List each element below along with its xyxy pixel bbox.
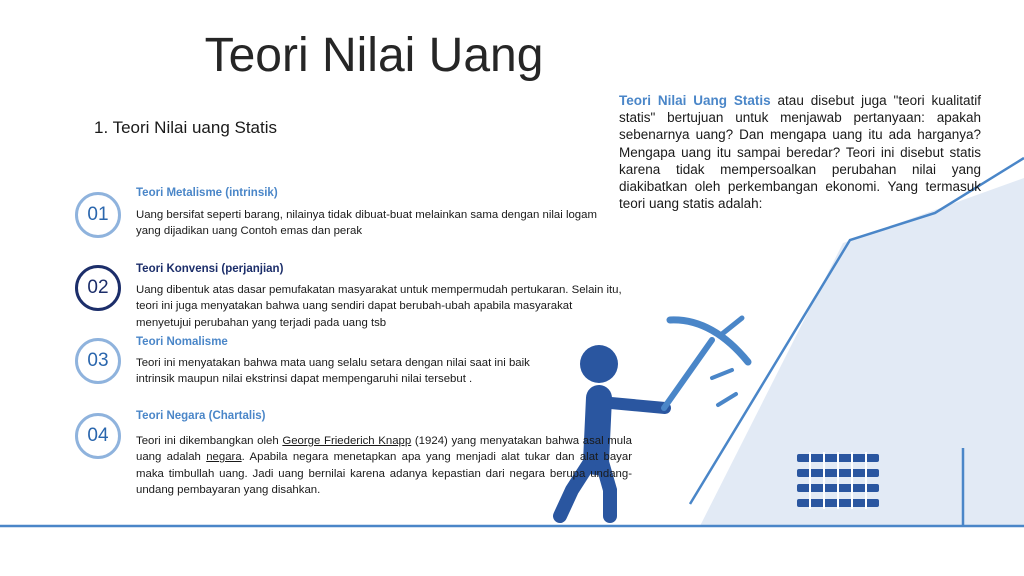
- section-body-02: Uang dibentuk atas dasar pemufakatan masyarakat untuk mempermudah pertukaran. Selain itu, teori ini juga menyatakan bahwa uang sendiri dapat berubah-ubah apabila masyarakat menyetujui perubahan yang terjadi pada uang tsb: [136, 284, 622, 329]
- section-body-03: Teori ini menyatakan bahwa mata uang selalu setara dengan nilai saat ini baik intrinsik maupun nilai ekstrinsi dapat mempengaruhi nilai tersebut .: [136, 357, 530, 386]
- section-heading-04: Teori Negara (Chartalis): [136, 410, 266, 422]
- section-heading-03: Teori Nomalisme: [136, 336, 228, 348]
- badge-number: 04: [87, 425, 109, 446]
- badge-number: 02: [87, 277, 109, 298]
- pickaxe-icon: [664, 318, 748, 408]
- body-text: Teori ini dikembangkan oleh: [136, 435, 283, 447]
- section-heading-02: Teori Konvensi (perjanjian): [136, 263, 284, 275]
- knapp-link[interactable]: George Friederich Knapp: [282, 435, 412, 447]
- badge-01: [75, 192, 121, 238]
- body-text: (1924) yang menyatakan bahwa asal mula uang adalah: [136, 435, 632, 464]
- badge-number: 01: [87, 204, 109, 225]
- intro-paragraph: [619, 92, 981, 212]
- section-subtitle: 1. Teori Nilai uang Statis: [94, 118, 278, 137]
- body-text: . Apabila negara menetapkan apa yang menjadi alat tukar dan alat bayar maka timbullah uang. Jadi uang bernilai karena adanya kepastian dari negara berupa undang-undang pembayaran yang disahkan.: [136, 451, 633, 496]
- negara-link[interactable]: negara: [206, 451, 242, 464]
- intro-highlight: Teori Nilai Uang Statis: [619, 93, 771, 108]
- badge-03: [75, 338, 121, 384]
- badge-number: 03: [87, 350, 109, 371]
- section-heading-01: Teori Metalisme (intrinsik): [136, 187, 278, 199]
- intro-text: atau disebut juga "teori kualitatif statis" bertujuan untuk menjawab pertanyaan: apakah sebenarnya uang? Dan mengapa uang itu ada harganya? Mengapa uang itu sampai beredar? Teori ini disebut statis karena tidak mempersoalkan perubahan nilai yang diakibatkan oleh perkembangan ekonomi. Yang termasuk teori uang statis adalah:: [619, 93, 981, 212]
- page-title: Teori Nilai Uang: [204, 29, 544, 82]
- section-body-01: Uang bersifat seperti barang, nilainya tidak dibuat-buat melainkan sama dengan nilai logam yang dijadikan uang Contoh emas dan perak: [136, 209, 597, 238]
- badge-02: [75, 265, 121, 311]
- section-body-04: [136, 433, 632, 498]
- badge-04: [75, 413, 121, 459]
